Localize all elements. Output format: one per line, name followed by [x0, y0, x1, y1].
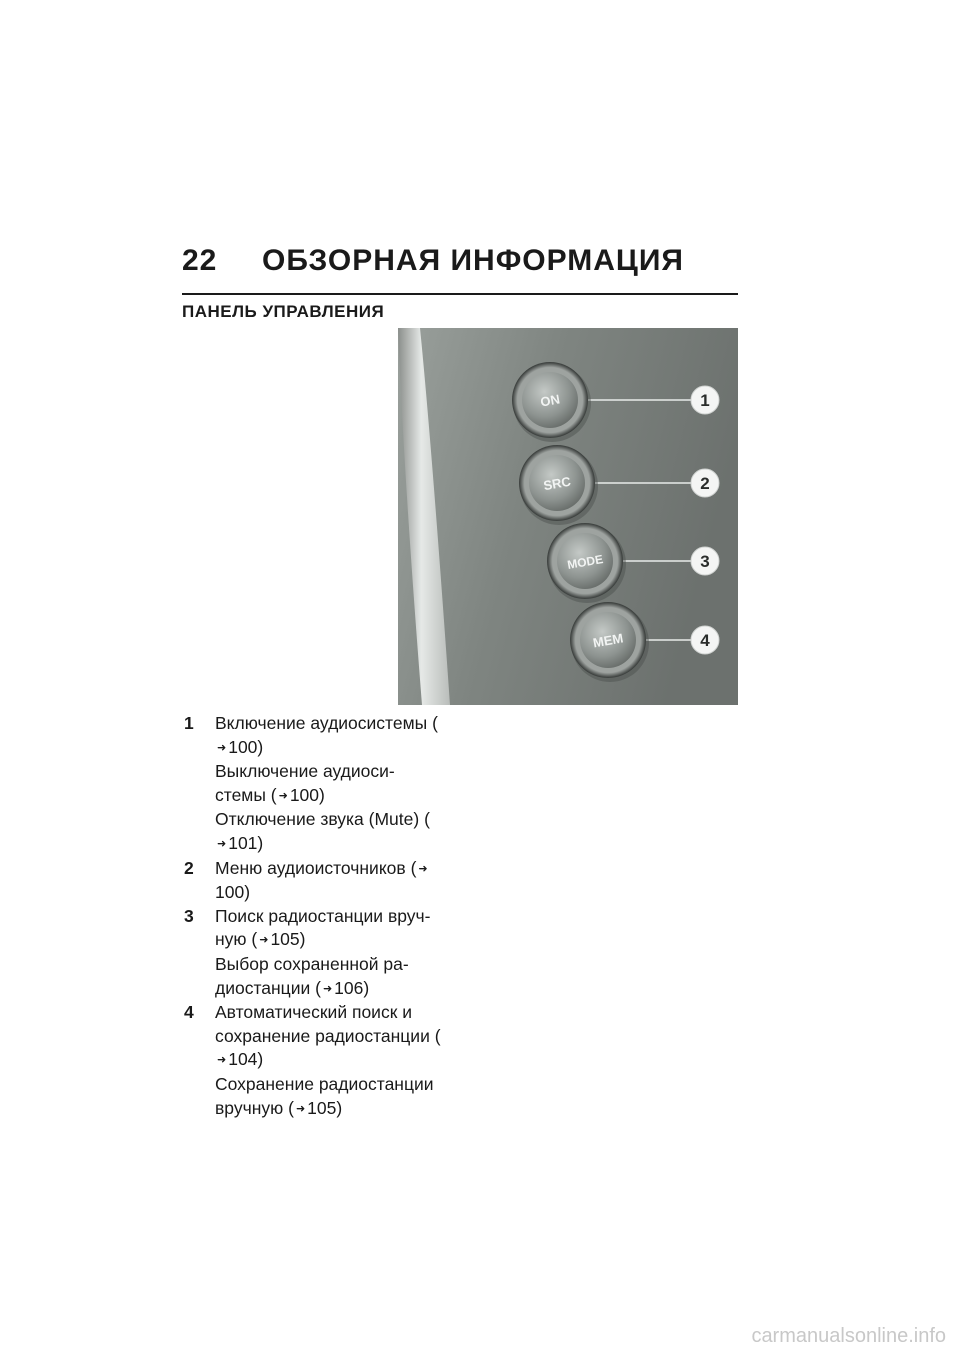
- button-label: ON: [539, 391, 561, 410]
- legend-entry: [215, 760, 442, 808]
- entry-text: Поиск радиостанции вруч-ную: [215, 905, 431, 950]
- page-header: [182, 244, 738, 284]
- legend-entry: [215, 808, 442, 856]
- callout-number: 4: [700, 631, 710, 650]
- ref-open: (: [434, 1025, 441, 1046]
- entry-text: Сохранение радиостанции вручную: [215, 1073, 434, 1118]
- page-ref-arrow-icon: ➜: [217, 837, 227, 850]
- page-ref: 105): [270, 929, 306, 950]
- ref-open: (: [410, 857, 417, 878]
- page-ref: 101): [228, 832, 264, 853]
- legend-item: [182, 905, 442, 1001]
- header-rule: [182, 293, 738, 295]
- watermark: carmanualsonline.info: [751, 1325, 946, 1347]
- legend-entry: [215, 953, 442, 1001]
- page-ref: 105): [307, 1097, 343, 1118]
- page-ref-arrow-icon: ➜: [295, 1102, 306, 1115]
- button-label: MEM: [591, 630, 625, 651]
- page-ref-arrow-icon: ➜: [278, 789, 288, 802]
- legend-entry: [215, 1001, 442, 1073]
- page-ref: 106): [334, 977, 370, 998]
- page-ref-arrow-icon: ➜: [217, 1054, 227, 1067]
- legend-entry: [215, 857, 442, 905]
- ref-open: (: [288, 1097, 294, 1118]
- page-ref-arrow-icon: ➜: [259, 934, 269, 947]
- ref-open: (: [432, 713, 438, 733]
- legend-entry: [215, 712, 442, 760]
- ref-open: (: [315, 977, 321, 998]
- legend-entry: [215, 1073, 442, 1121]
- entry-text: Выбор сохраненной ра-диостанции: [215, 953, 409, 998]
- section-title: ПАНЕЛЬ УПРАВЛЕНИЯ: [182, 302, 385, 321]
- button-label: SRC: [542, 473, 572, 494]
- page-ref-arrow-icon: ➜: [418, 862, 428, 875]
- ref-open: (: [270, 784, 277, 805]
- legend-number: 1: [184, 713, 194, 733]
- legend-item: [182, 1001, 442, 1121]
- ref-open: (: [424, 809, 430, 830]
- page-ref: 104): [228, 1049, 264, 1070]
- button-label: MODE: [566, 551, 605, 573]
- callout-number: 1: [700, 391, 710, 410]
- callout-number: 3: [700, 552, 710, 571]
- entry-text: Включение аудиосистемы: [215, 713, 433, 733]
- legend-number: 4: [184, 1002, 194, 1023]
- page-ref-arrow-icon: ➜: [217, 741, 227, 754]
- page-ref: 100): [215, 882, 251, 903]
- page-ref: 100): [289, 784, 325, 805]
- ref-open: (: [251, 929, 258, 950]
- control-panel-figure: [398, 328, 738, 705]
- entry-text: Меню аудиоисточников: [215, 857, 411, 878]
- legend: [182, 712, 442, 1121]
- legend-number: 2: [184, 857, 194, 878]
- legend-item: [182, 712, 442, 857]
- entry-text: Отключение звука (Mute): [215, 809, 425, 830]
- entry-text: Выключение аудиоси-стемы: [215, 761, 395, 805]
- page-ref-arrow-icon: ➜: [322, 982, 333, 995]
- legend-item: [182, 857, 442, 905]
- legend-entry: [215, 905, 442, 953]
- chapter-title: ОБЗОРНАЯ ИНФОРМАЦИЯ: [262, 244, 684, 277]
- page-number: 22: [182, 244, 218, 277]
- entry-text: Автоматический поиск и сохранение радиостанции: [215, 1002, 435, 1046]
- callout-number: 2: [700, 474, 710, 493]
- legend-number: 3: [184, 905, 194, 926]
- page-ref: 100): [228, 736, 264, 757]
